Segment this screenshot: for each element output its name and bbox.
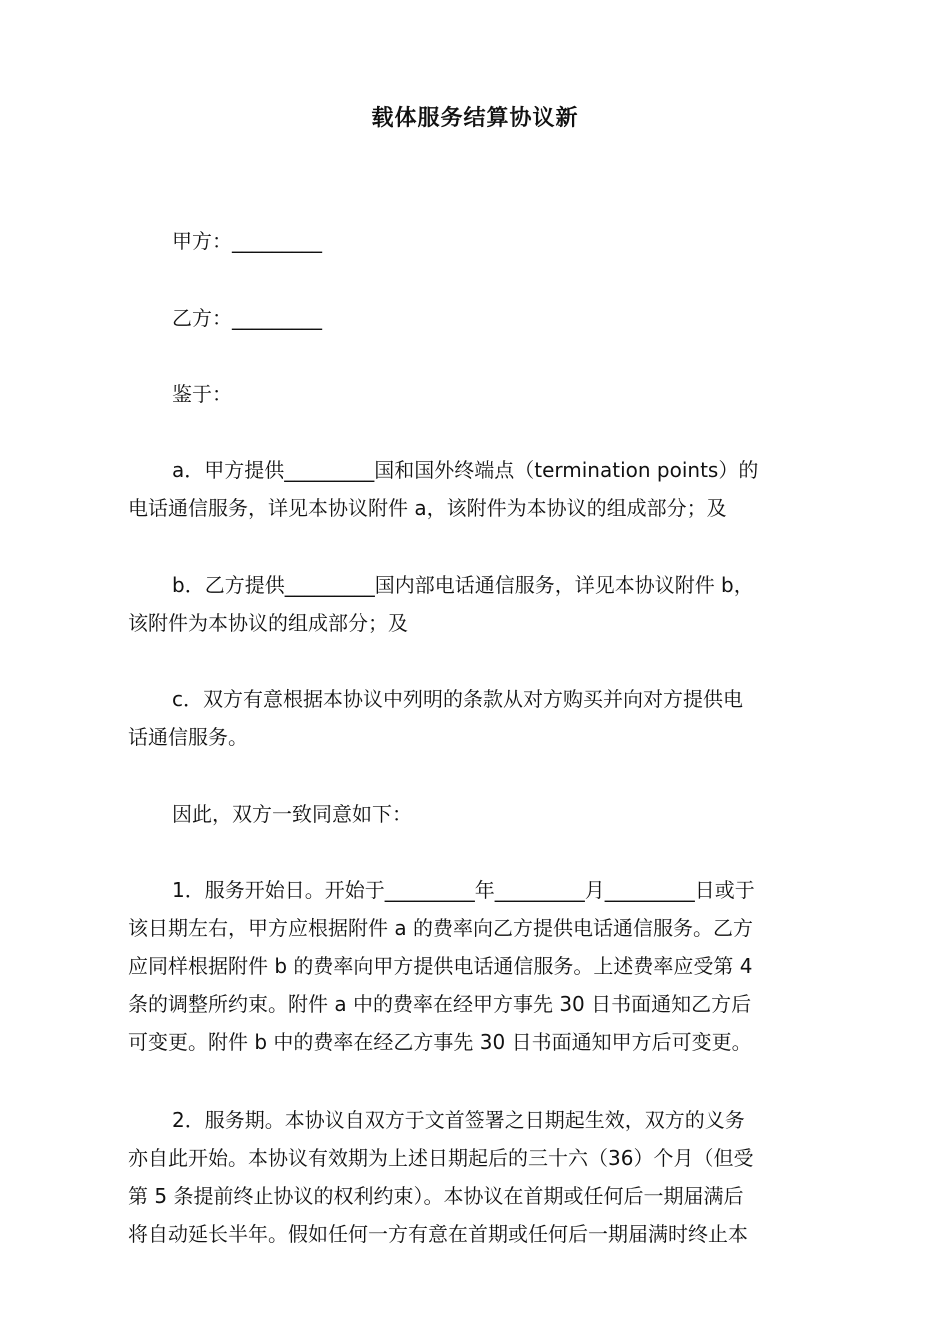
whereas-item-c-line-1: c．双方有意根据本协议中列明的条款从对方购买并向对方提供电 xyxy=(172,687,743,711)
whereas-item-a-line-2: 电话通信服务，详见本协议附件 a，该附件为本协议的组成部分；及 xyxy=(128,496,727,520)
whereas-item-b-line-2: 该附件为本协议的组成部分；及 xyxy=(128,611,408,635)
clause-2-line-3: 第 5 条提前终止协议的权利约束）。本协议在首期或任何后一期届满后 xyxy=(128,1184,744,1208)
whereas-item-c xyxy=(128,680,828,756)
party-a-line: 甲方：_________ xyxy=(172,229,322,253)
clause-1-line-4: 条的调整所约束。附件 a 中的费率在经甲方事先 30 日书面通知乙方后 xyxy=(128,992,752,1016)
whereas-item-a-line-1: a．甲方提供_________国和国外终端点（termination points）的 xyxy=(172,458,759,482)
clause-2-line-2: 亦自此开始。本协议有效期为上述日期起后的三十六（36）个月（但受 xyxy=(128,1146,754,1170)
clause-2 xyxy=(128,1101,828,1253)
therefore-statement: 因此，双方一致同意如下： xyxy=(172,802,412,826)
clause-2-line-4: 将自动延长半年。假如任何一方有意在首期或任何后一期届满时终止本 xyxy=(128,1222,748,1246)
clause-1-line-1: 1．服务开始日。开始于_________年_________月_________日或于 xyxy=(172,878,755,902)
party-b-line: 乙方：_________ xyxy=(172,306,322,330)
whereas-item-b-line-1: b．乙方提供_________国内部电话通信服务，详见本协议附件 b， xyxy=(172,573,754,597)
whereas-item-a xyxy=(128,451,828,527)
whereas-heading: 鉴于： xyxy=(172,382,232,406)
clause-1 xyxy=(128,871,828,1061)
clause-1-line-2: 该日期左右，甲方应根据附件 a 的费率向乙方提供电话通信服务。乙方 xyxy=(128,916,753,940)
whereas-item-b xyxy=(128,566,828,642)
whereas-item-c-line-2: 话通信服务。 xyxy=(128,725,248,749)
clause-1-line-3: 应同样根据附件 b 的费率向甲方提供电话通信服务。上述费率应受第 4 xyxy=(128,954,753,978)
clause-2-line-1: 2．服务期。本协议自双方于文首签署之日期起生效，双方的义务 xyxy=(172,1108,745,1132)
document-title: 载体服务结算协议新 xyxy=(371,106,579,131)
clause-1-line-5: 可变更。附件 b 中的费率在经乙方事先 30 日书面通知甲方后可变更。 xyxy=(128,1030,752,1054)
